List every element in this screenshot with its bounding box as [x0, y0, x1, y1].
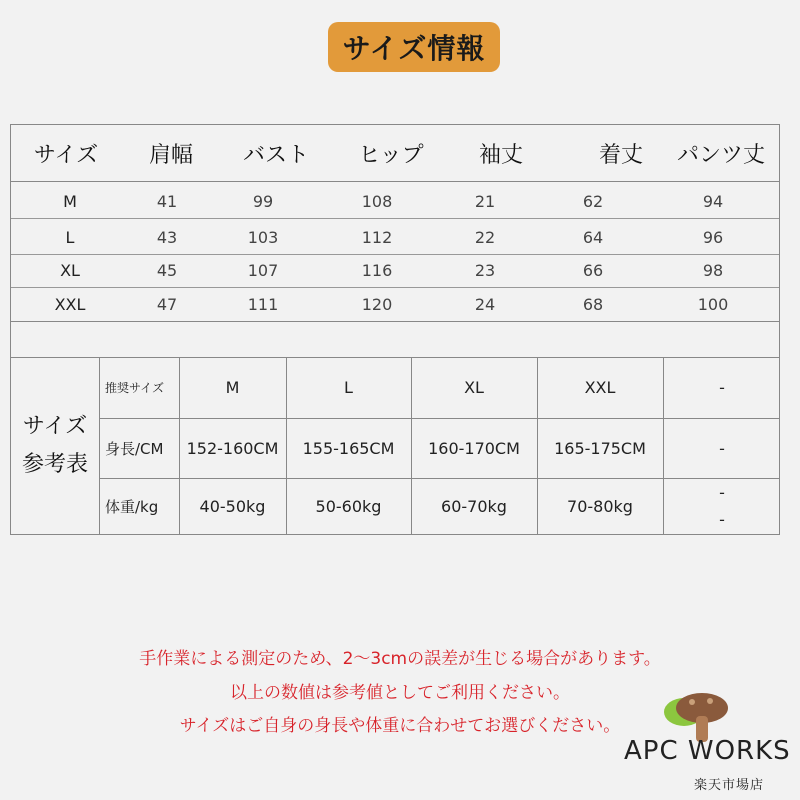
reference-cell: 40-50kg	[199, 497, 266, 516]
note-line: 手作業による測定のため、2～3cmの誤差が生じる場合があります。	[139, 649, 661, 669]
reference-cell: 155-165CM	[302, 438, 395, 458]
table-row	[11, 221, 779, 255]
cell-sleeve: 23	[474, 261, 496, 280]
header-pants-length: パンツ丈	[676, 142, 765, 168]
cell-length: 68	[582, 295, 604, 314]
cell-length: 64	[582, 228, 604, 247]
cell-size: XXL	[54, 295, 86, 314]
reference-cell: 60-70kg	[441, 497, 507, 516]
header-size: サイズ	[33, 142, 99, 168]
reference-row-label: 推奨サイズ	[105, 381, 165, 395]
header-hip: ヒップ	[358, 142, 424, 168]
reference-cell: 165-175CM	[554, 438, 646, 458]
header-sleeve: 袖丈	[478, 142, 523, 168]
size-table	[10, 124, 780, 535]
header-shoulder: 肩幅	[148, 142, 193, 168]
header-bust: バスト	[242, 142, 309, 168]
reference-cell: -	[719, 482, 725, 502]
reference-cell: -	[719, 438, 725, 458]
table-row	[11, 254, 779, 288]
reference-label-line2: 参考表	[21, 452, 88, 477]
reference-cell: 160-170CM	[428, 438, 520, 458]
header-length: 着丈	[598, 142, 643, 168]
reference-table-label	[11, 357, 100, 535]
reference-label-line1: サイズ	[22, 414, 88, 439]
cell-pants-length: 100	[697, 295, 729, 314]
logo-subtitle: 楽天市場店	[694, 778, 765, 793]
table-row	[11, 288, 779, 321]
cell-bust: 99	[252, 192, 274, 211]
reference-cell: 152-160CM	[186, 438, 279, 458]
cell-pants-length: 98	[702, 261, 724, 280]
reference-cell: M	[225, 378, 240, 397]
reference-cell: -	[719, 378, 725, 397]
cell-shoulder: 43	[156, 228, 178, 247]
cell-sleeve: 22	[474, 228, 496, 247]
blank-row	[11, 319, 779, 358]
cell-length: 66	[582, 261, 604, 280]
note-line: サイズはご自身の身長や体重に合わせてお選びください。	[179, 716, 621, 736]
cell-bust: 103	[247, 228, 279, 247]
cell-hip: 108	[361, 192, 393, 211]
reference-row-label: 体重/kg	[105, 498, 159, 516]
cell-bust: 107	[247, 261, 279, 280]
logo-name: APC WORKS	[624, 736, 791, 766]
cell-hip: 116	[361, 261, 393, 280]
cell-hip: 112	[361, 228, 393, 247]
reference-cell: XL	[464, 378, 484, 397]
reference-cell: XXL	[584, 378, 616, 397]
reference-cell: 70-80kg	[567, 497, 633, 516]
cell-shoulder: 41	[156, 192, 178, 211]
cell-bust: 111	[247, 295, 279, 314]
cell-sleeve: 21	[474, 192, 496, 211]
reference-cell: -	[719, 509, 725, 529]
cell-size: M	[63, 192, 77, 211]
page-title: サイズ情報	[328, 22, 500, 72]
reference-row-label: 身長/CM	[105, 439, 164, 458]
cell-sleeve: 24	[474, 295, 496, 314]
cell-pants-length: 94	[702, 192, 724, 211]
note-line: 以上の数値は参考値としてご利用ください。	[230, 683, 570, 703]
cell-pants-length: 96	[702, 228, 724, 247]
cell-hip: 120	[361, 295, 393, 314]
table-row	[11, 185, 779, 219]
cell-size: L	[65, 228, 75, 247]
size-table-header	[11, 125, 779, 182]
reference-cell: L	[344, 378, 353, 397]
cell-shoulder: 47	[156, 295, 178, 314]
cell-size: XL	[60, 261, 80, 280]
cell-shoulder: 45	[156, 261, 178, 280]
cell-length: 62	[582, 192, 604, 211]
reference-cell: 50-60kg	[315, 497, 382, 516]
